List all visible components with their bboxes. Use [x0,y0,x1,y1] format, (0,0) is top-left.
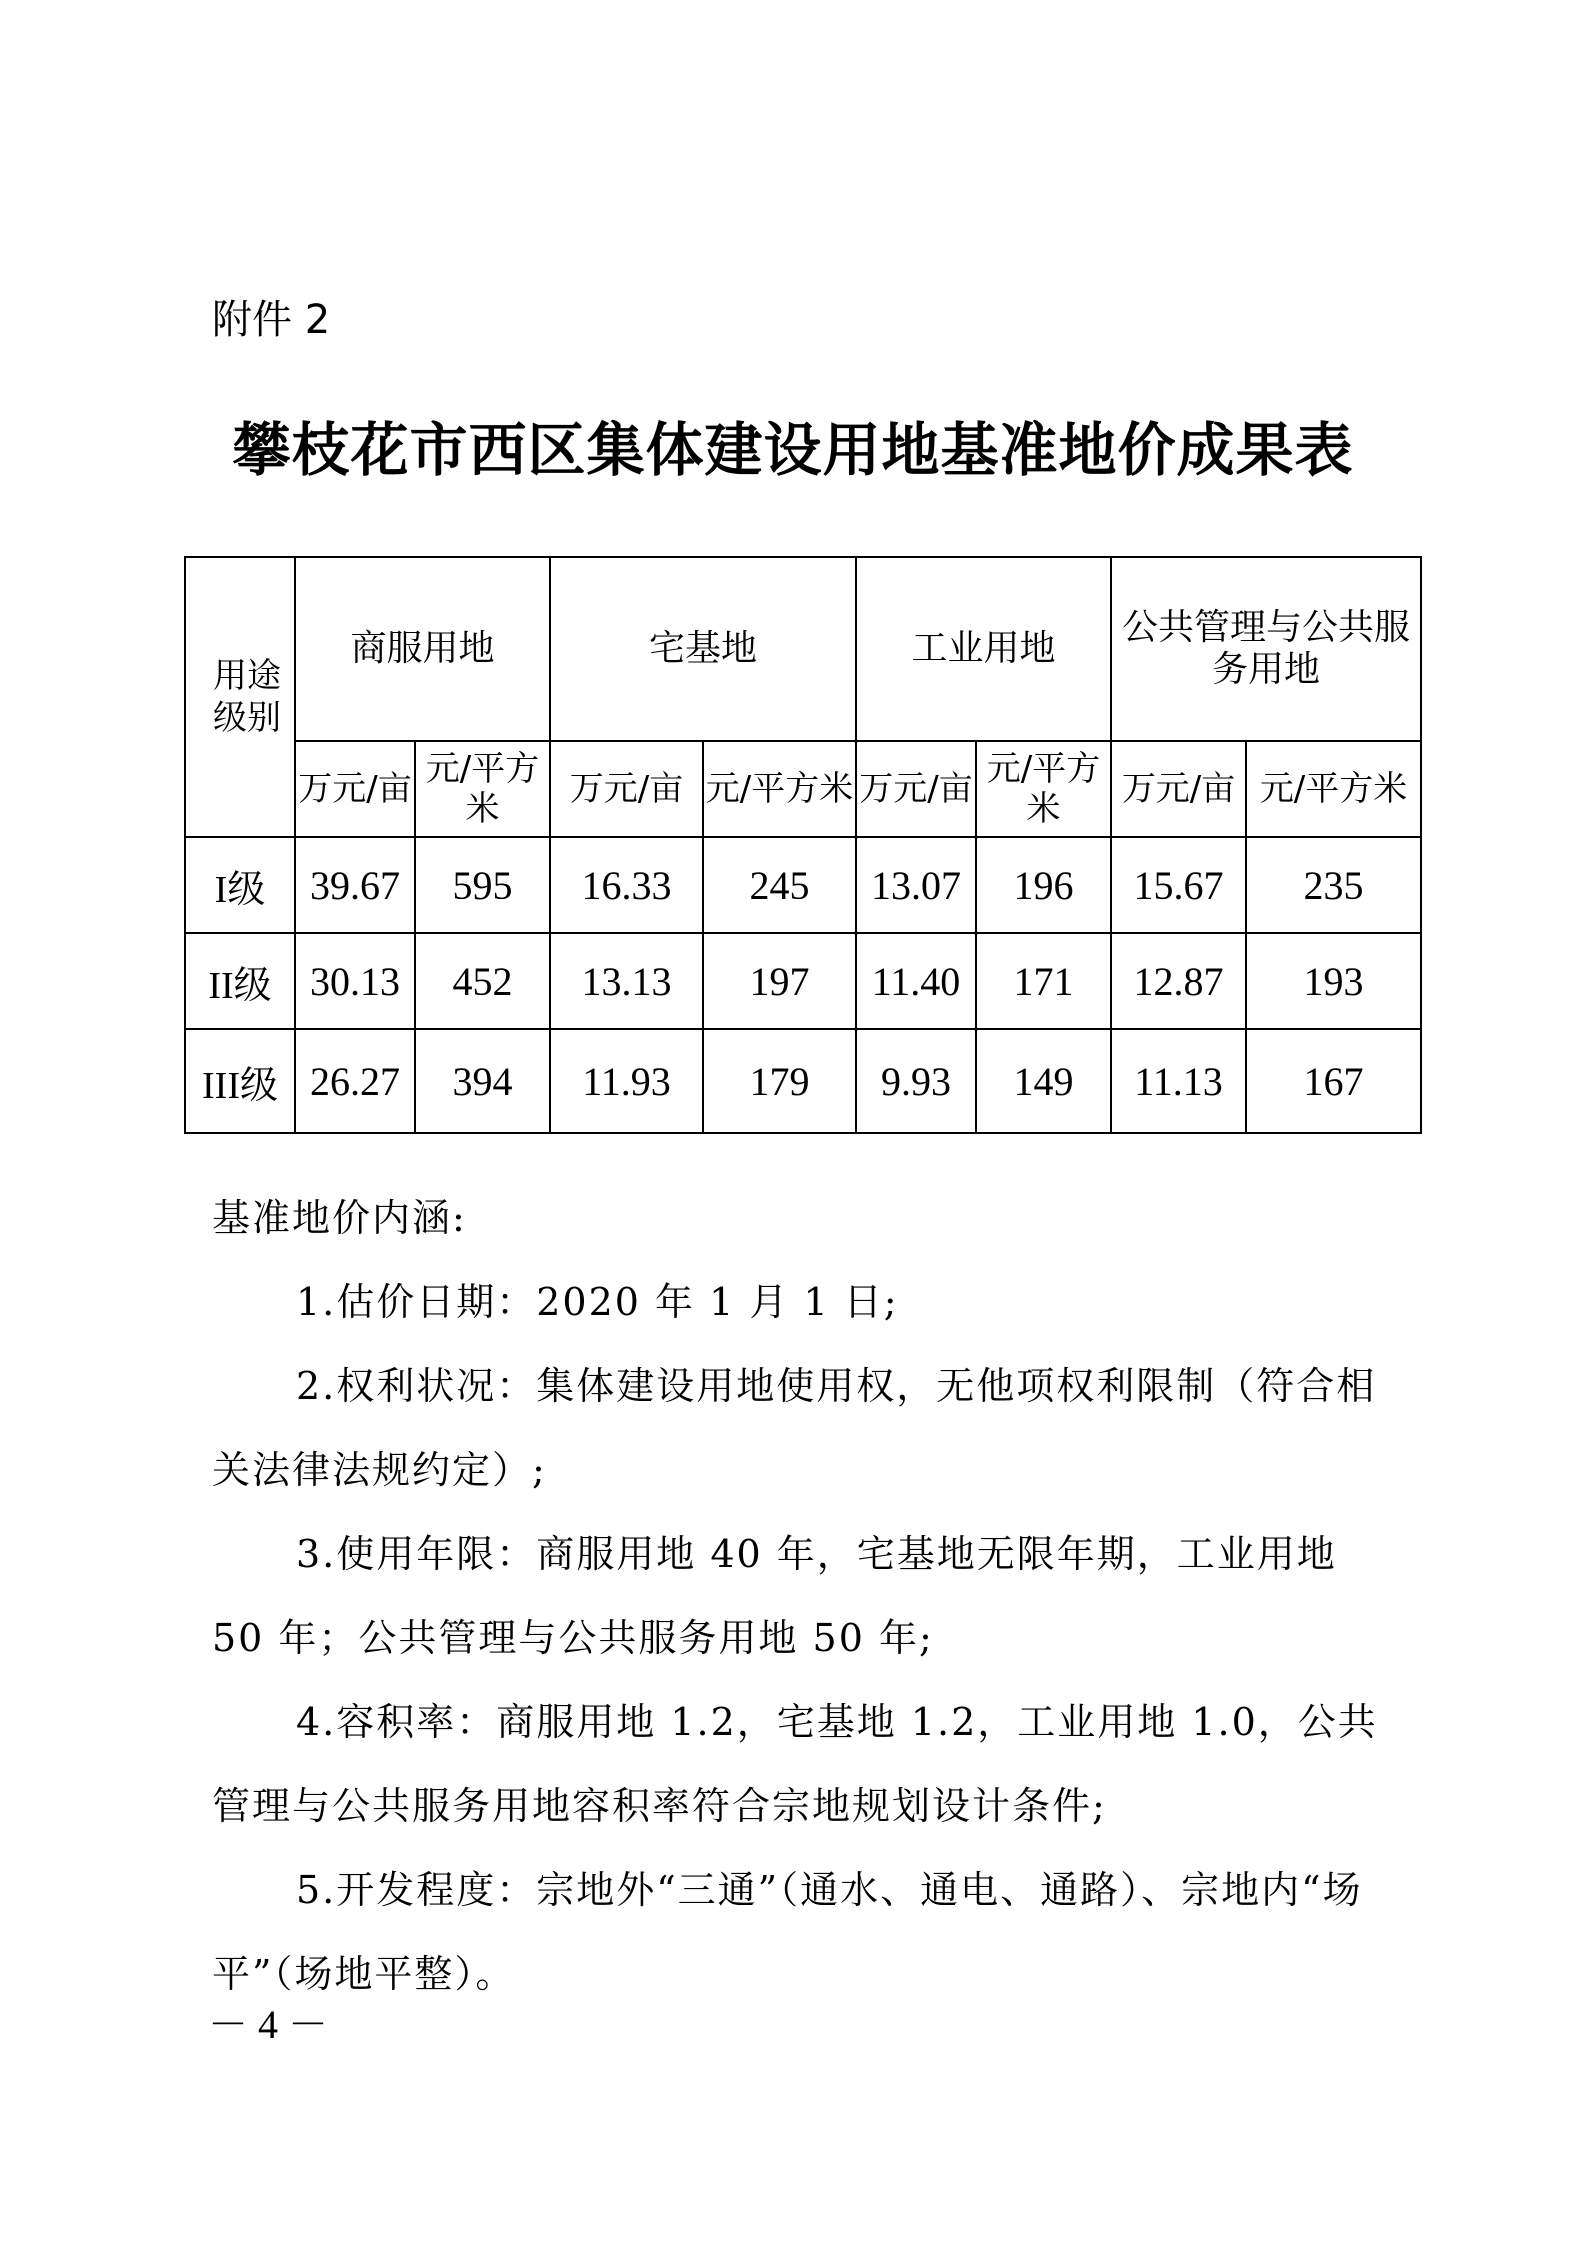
value-cell: 11.13 [1111,1029,1246,1133]
value-cell: 15.67 [1111,837,1246,933]
value-cell: 9.93 [856,1029,976,1133]
value-cell: 16.33 [550,837,703,933]
value-cell: 245 [703,837,856,933]
value-cell: 196 [976,837,1111,933]
value-cell: 39.67 [295,837,415,933]
table-row [185,1029,1421,1133]
header-homestead: 宅基地 [550,557,856,741]
level-cell: II级 [185,933,295,1029]
unit-cell: 元/平方米 [415,741,550,837]
value-cell: 149 [976,1029,1111,1133]
header-public-service-label: 公共管理与公共服务用地 [1122,607,1411,690]
value-cell: 595 [415,837,550,933]
value-cell: 171 [976,933,1111,1029]
value-cell: 11.93 [550,1029,703,1133]
unit-cell: 万元/亩 [295,741,415,837]
unit-cell: 万元/亩 [856,741,976,837]
value-cell: 197 [703,933,856,1029]
unit-cell: 万元/亩 [1111,741,1246,837]
document-title: 攀枝花市西区集体建设用地基准地价成果表 [232,416,1354,484]
value-cell: 11.40 [856,933,976,1029]
value-cell: 30.13 [295,933,415,1029]
attachment-label: 附件 2 [212,297,331,343]
note-development-level: 5.开发程度：宗地外“三通”（通水、通电、通路）、宗地内“场平”（场地平整）。 [212,1868,1363,1996]
table-corner-header [185,557,295,837]
note-rights-status: 2.权利状况：集体建设用地使用权，无他项权利限制（符合相关法律法规约定）; [212,1364,1377,1492]
value-cell: 26.27 [295,1029,415,1133]
value-cell: 179 [703,1029,856,1133]
table-row [185,837,1421,933]
note-plot-ratio: 4.容积率：商服用地 1.2，宅基地 1.2，工业用地 1.0，公共管理与公共服务用地容积率符合宗地规划设计条件; [212,1700,1378,1828]
note-valuation-date: 1.估价日期：2020 年 1 月 1 日; [296,1280,899,1324]
note-usage-term: 3.使用年限：商服用地 40 年，宅基地无限年期，工业用地 50 年；公共管理与公共服务用地 50 年; [212,1532,1337,1660]
unit-cell: 元/平方米 [703,741,856,837]
page-number: － 4 － [208,2002,328,2047]
value-cell: 394 [415,1029,550,1133]
corner-usage-label: 用途 [213,656,281,696]
header-public-service [1111,557,1421,741]
value-cell: 452 [415,933,550,1029]
value-cell: 235 [1246,837,1421,933]
value-cell: 13.07 [856,837,976,933]
corner-level-label: 级别 [213,698,281,738]
value-cell: 193 [1246,933,1421,1029]
unit-cell: 元/平方米 [976,741,1111,837]
unit-cell: 元/平方米 [1246,741,1421,837]
unit-cell: 万元/亩 [550,741,703,837]
notes-heading: 基准地价内涵: [212,1196,467,1240]
land-price-table [184,556,1422,1134]
value-cell: 167 [1246,1029,1421,1133]
level-cell: III级 [185,1029,295,1133]
value-cell: 13.13 [550,933,703,1029]
header-industrial: 工业用地 [856,557,1111,741]
header-commercial: 商服用地 [295,557,550,741]
value-cell: 12.87 [1111,933,1246,1029]
notes-section [212,1176,1400,2016]
level-cell: I级 [185,837,295,933]
table-row [185,933,1421,1029]
